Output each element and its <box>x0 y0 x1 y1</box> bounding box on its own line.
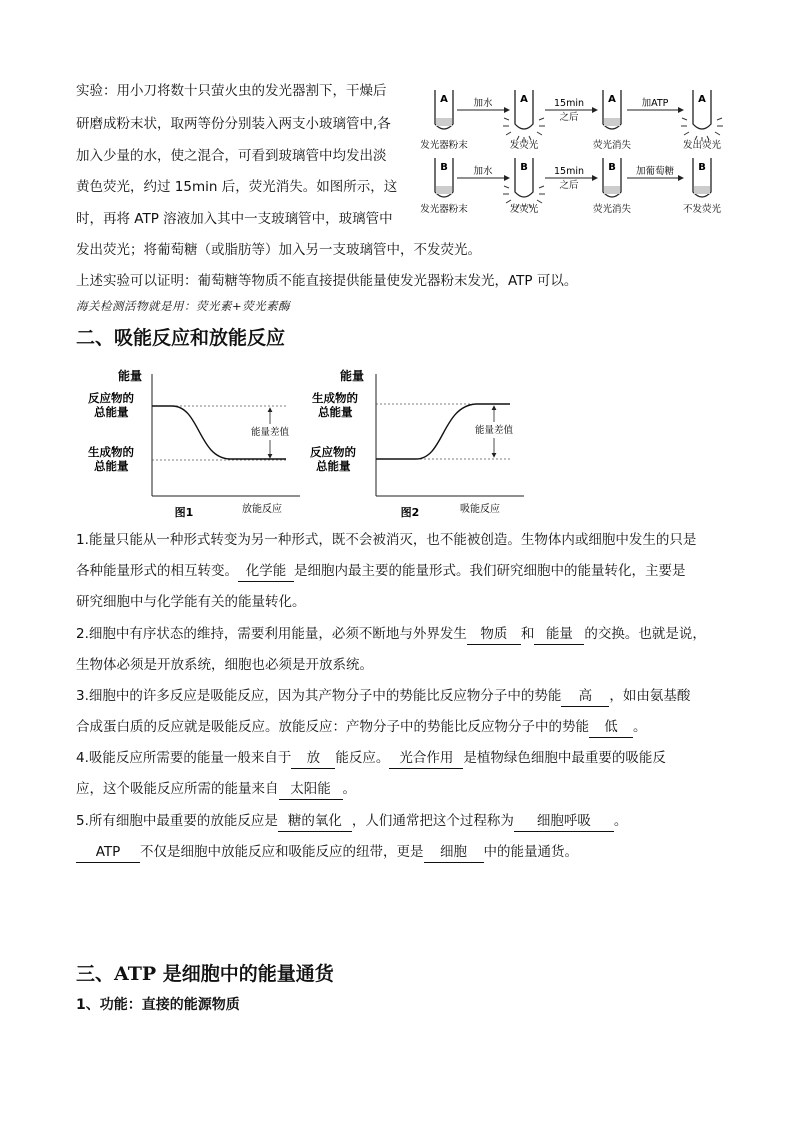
svg-text:图2: 图2 <box>400 506 420 519</box>
svg-text:之后: 之后 <box>559 180 579 191</box>
section-2-title: 二、吸能反应和放能反应 <box>76 327 286 349</box>
svg-text:总能量: 总能量 <box>316 459 351 473</box>
experiment-line-6: 发出荧光；将葡萄糖（或脂肪等）加入另一支玻璃管中，不发荧光。 <box>76 242 481 258</box>
blank-release: 放 <box>291 748 335 769</box>
tube-row-b <box>420 158 721 215</box>
item-5-line-2: ATP 不仅是细胞中放能反应和吸能反应的纽带，更是 细胞 中的能量通货。 <box>76 842 578 863</box>
experiment-note: 海关检测活物就是用：荧光素+荧光素酶 <box>76 299 291 313</box>
blank-cell: 细胞 <box>424 842 484 863</box>
svg-text:发出荧光: 发出荧光 <box>682 140 722 151</box>
item-3-line-2: 合成蛋白质的反应就是吸能反应。放能反应：产物分子中的势能比反应物分子中的势能 低 。 <box>76 717 647 738</box>
svg-text:生成物的: 生成物的 <box>88 445 134 459</box>
svg-text:能量差值: 能量差值 <box>250 427 290 438</box>
experiment-line-1: 实验：用小刀将数十只萤火虫的发光器割下，干燥后 <box>76 83 387 99</box>
experiment-line-3: 加入少量的水，使之混合，可看到玻璃管中均发出淡 <box>76 148 387 164</box>
firefly-experiment-figure <box>420 82 730 218</box>
svg-text:加葡萄糖: 加葡萄糖 <box>635 166 675 177</box>
svg-text:反应物的: 反应物的 <box>310 445 356 459</box>
item-5-line-1: 5.所有细胞中最重要的放能反应是 糖的氧化 ，人们通常把这个过程称为 细胞呼吸 。 <box>76 811 627 832</box>
figure-1-exergonic <box>88 368 300 519</box>
energy-figures <box>80 362 540 522</box>
svg-text:发荧光: 发荧光 <box>509 140 539 151</box>
blank-energy: 能量 <box>534 624 584 645</box>
tube-row-a <box>420 90 723 151</box>
svg-text:图1: 图1 <box>174 506 194 519</box>
svg-text:不发荧光: 不发荧光 <box>682 204 722 215</box>
svg-text:A: A <box>440 94 448 105</box>
item-4-line-2: 应，这个吸能反应所需的能量来自 太阳能 。 <box>76 779 356 800</box>
svg-text:15min: 15min <box>553 98 585 109</box>
item-1-line-3: 研究细胞中与化学能有关的能量转化。 <box>76 594 306 610</box>
experiment-conclusion: 上述实验可以证明：葡萄糖等物质不能直接提供能量使发光器粉末发光，ATP 可以。 <box>76 273 578 289</box>
experiment-line-5: 时，再将 ATP 溶液加入其中一支玻璃管中，玻璃管中 <box>76 211 393 227</box>
blank-matter: 物质 <box>467 624 521 645</box>
svg-text:15min: 15min <box>553 166 585 177</box>
blank-cell-respiration: 细胞呼吸 <box>514 811 614 832</box>
svg-text:加水: 加水 <box>473 166 493 177</box>
svg-text:发光器粉末: 发光器粉末 <box>420 204 468 215</box>
svg-text:A: A <box>698 94 706 105</box>
experiment-line-4: 黄色荧光，约过 15min 后，荧光消失。如图所示，这 <box>76 179 398 195</box>
blank-solar-energy: 太阳能 <box>279 779 343 800</box>
blank-high: 高 <box>561 686 609 707</box>
svg-text:之后: 之后 <box>559 112 579 123</box>
svg-text:荧光消失: 荧光消失 <box>592 204 632 215</box>
svg-text:加ATP: 加ATP <box>641 98 669 109</box>
section-3-subtitle: 1、功能：直接的能源物质 <box>76 997 240 1013</box>
svg-text:总能量: 总能量 <box>94 405 129 419</box>
svg-text:B: B <box>698 162 706 173</box>
blank-chemical-energy: 化学能 <box>238 561 294 582</box>
experiment-line-2: 研磨成粉末状，取两等份分别装入两支小玻璃管中,各 <box>76 116 391 132</box>
blank-sugar-oxidation: 糖的氧化 <box>278 811 352 832</box>
svg-text:总能量: 总能量 <box>94 459 129 473</box>
svg-text:A: A <box>520 94 528 105</box>
svg-text:B: B <box>520 162 528 173</box>
svg-text:荧光消失: 荧光消失 <box>592 140 632 151</box>
svg-text:反应物的: 反应物的 <box>88 391 134 405</box>
svg-text:加水: 加水 <box>473 98 493 109</box>
svg-text:吸能反应: 吸能反应 <box>460 504 500 515</box>
blank-photosynthesis: 光合作用 <box>389 748 463 769</box>
svg-text:发光器粉末: 发光器粉末 <box>420 140 468 151</box>
item-4-line-1: 4.吸能反应所需要的能量一般来自于 放 能反应。 光合作用 是植物绿色细胞中最重要的吸能反 <box>76 748 666 769</box>
svg-text:能量: 能量 <box>118 369 143 383</box>
svg-text:A: A <box>608 94 616 105</box>
blank-atp: ATP <box>76 842 140 863</box>
svg-text:B: B <box>608 162 616 173</box>
section-3-title: 三、ATP 是细胞中的能量通货 <box>76 963 334 985</box>
svg-text:能量: 能量 <box>340 369 365 383</box>
item-2-line-2: 生物体必须是开放系统，细胞也必须是开放系统。 <box>76 657 373 673</box>
figure-2-endergonic <box>310 368 524 519</box>
svg-text:总能量: 总能量 <box>318 405 353 419</box>
svg-text:B: B <box>440 162 448 173</box>
svg-text:生成物的: 生成物的 <box>312 391 358 405</box>
item-1-line-1: 1.能量只能从一种形式转变为另一种形式，既不会被消灭，也不能被创造。生物体内或细胞中发生的只是 <box>76 532 697 548</box>
item-2-line-1: 2.细胞中有序状态的维持，需要利用能量，必须不断地与外界发生 物质 和 能量 的交换。也就是说， <box>76 624 706 645</box>
svg-text:发荧光: 发荧光 <box>509 204 539 215</box>
svg-text:能量差值: 能量差值 <box>474 425 514 436</box>
item-1-line-2: 各种能量形式的相互转变。 化学能 是细胞内最主要的能量形式。我们研究细胞中的能量转化，主要是 <box>76 561 686 582</box>
item-3-line-1: 3.细胞中的许多反应是吸能反应，因为其产物分子中的势能比反应物分子中的势能 高 ，如由氨基酸 <box>76 686 690 707</box>
svg-text:放能反应: 放能反应 <box>242 504 282 515</box>
blank-low: 低 <box>589 717 633 738</box>
